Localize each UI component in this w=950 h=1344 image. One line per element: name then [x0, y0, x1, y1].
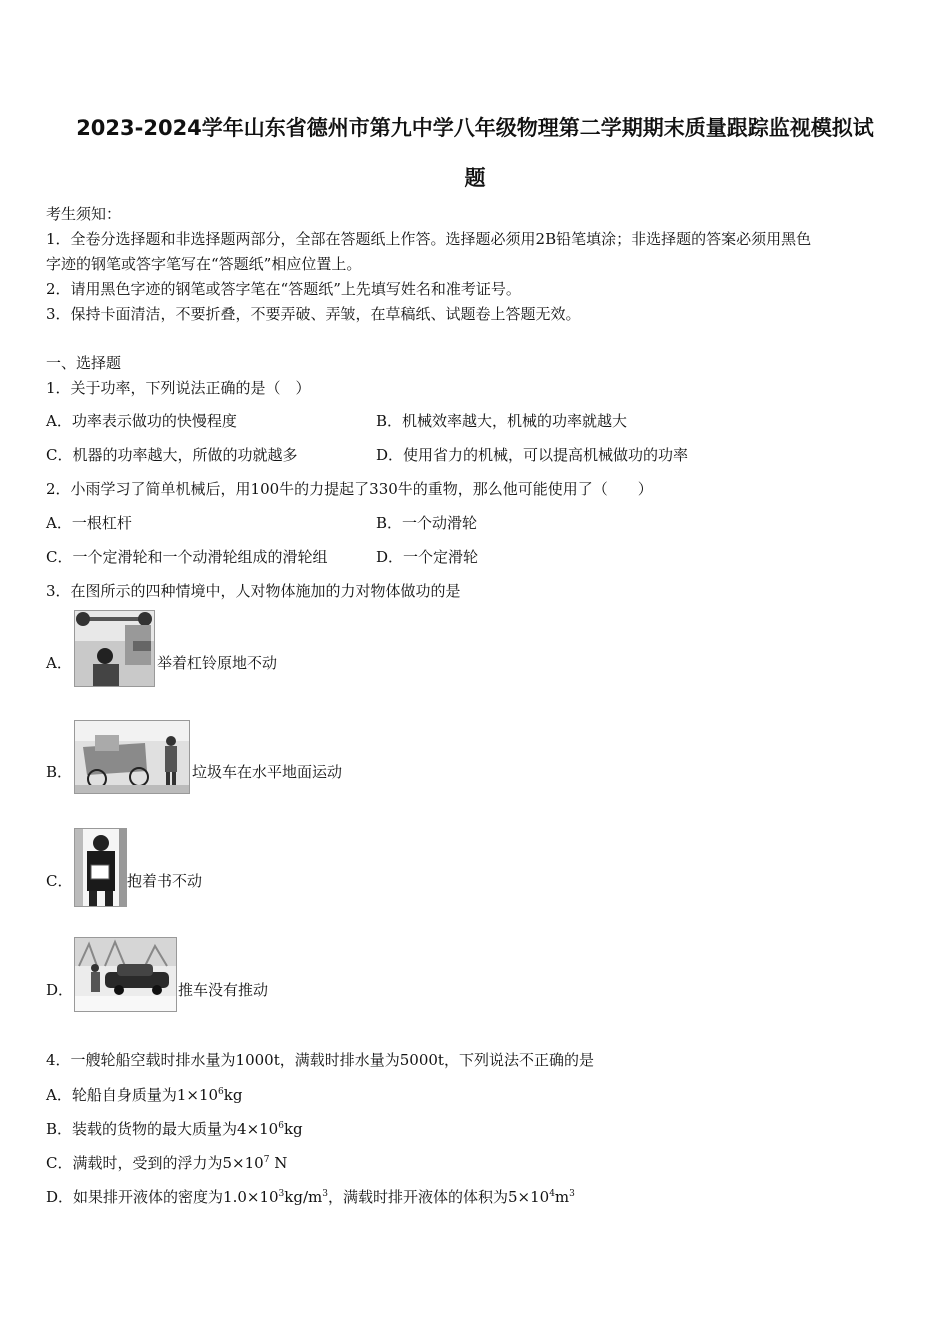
q1-option-d: D．使用省力的机械，可以提高机械做功的功率 [376, 446, 689, 464]
q4-option-d: D．如果排开液体的密度为$1.0\times 10^3kg/m^3$，满载时排开液体的体积为$5\times 10^4m^3$ [46, 1188, 575, 1206]
q3-option-a-label: A． [46, 654, 72, 672]
q3-option-c-text: 抱着书不动 [127, 872, 203, 890]
q3-option-a-text: 举着杠铃原地不动 [157, 654, 278, 672]
notice-item-3: 3．保持卡面清洁，不要折叠，不要弄破、弄皱，在草稿纸、试题卷上答题无效。 [46, 305, 581, 323]
q4-option-b: B．装载的货物的最大质量为$4\times 10^6kg$ [46, 1120, 303, 1138]
pushing-car-photo [74, 937, 177, 1012]
q3-option-b-label: B． [46, 763, 73, 781]
q2-option-b: B．一个动滑轮 [376, 514, 478, 532]
notice-item-1a: 1．全卷分选择题和非选择题两部分，全部在答题纸上作答。选择题必须用2B铅笔填涂；非选择题的答案必须用黑色 [46, 230, 812, 248]
q3-option-d-text: 推车没有推动 [178, 981, 269, 999]
section-heading: 一、选择题 [46, 354, 122, 372]
q3-stem: 3．在图所示的四种情境中，人对物体施加的力对物体做功的是 [46, 582, 461, 600]
q1-option-c: C．机器的功率越大，所做的功就越多 [46, 446, 298, 464]
q4-option-a: A．轮船自身质量为$1\times 10^6kg$ [46, 1086, 243, 1104]
holding-book-photo [74, 828, 127, 907]
notice-heading: 考生须知： [46, 205, 122, 223]
q2-option-d: D．一个定滑轮 [376, 548, 479, 566]
notice-item-2: 2．请用黑色字迹的钢笔或答字笔在“答题纸”上先填写姓名和准考证号。 [46, 280, 521, 298]
q3-option-b-text: 垃圾车在水平地面运动 [192, 763, 343, 781]
garbage-cart-photo [74, 720, 190, 794]
q3-option-d-label: D． [46, 981, 74, 999]
notice-item-1b: 字迹的钢笔或答字笔写在“答题纸”相应位置上。 [46, 255, 362, 273]
q2-option-a: A．一根杠杆 [46, 514, 132, 532]
exam-title-line1: 2023-2024学年山东省德州市第九中学八年级物理第二学期期末质量跟踪监视模拟试 [76, 116, 874, 140]
q1-stem: 1．关于功率，下列说法正确的是（ ） [46, 379, 311, 397]
exam-title-line2: 题 [464, 166, 486, 190]
q4-option-c: C．满载时，受到的浮力为$5\times 10^7$ N [46, 1154, 288, 1172]
q2-stem: 2．小雨学习了简单机械后，用100牛的力提起了330牛的重物，那么他可能使用了（ ） [46, 480, 653, 498]
weightlifter-photo [74, 610, 155, 687]
q1-option-b: B．机械效率越大，机械的功率就越大 [376, 412, 628, 430]
q2-option-c: C．一个定滑轮和一个动滑轮组成的滑轮组 [46, 548, 328, 566]
q1-option-a: A．功率表示做功的快慢程度 [46, 412, 237, 430]
q4-stem: 4．一艘轮船空载时排水量为1000t，满载时排水量为5000t，下列说法不正确的是 [46, 1051, 594, 1069]
q3-option-c-label: C． [46, 872, 73, 890]
